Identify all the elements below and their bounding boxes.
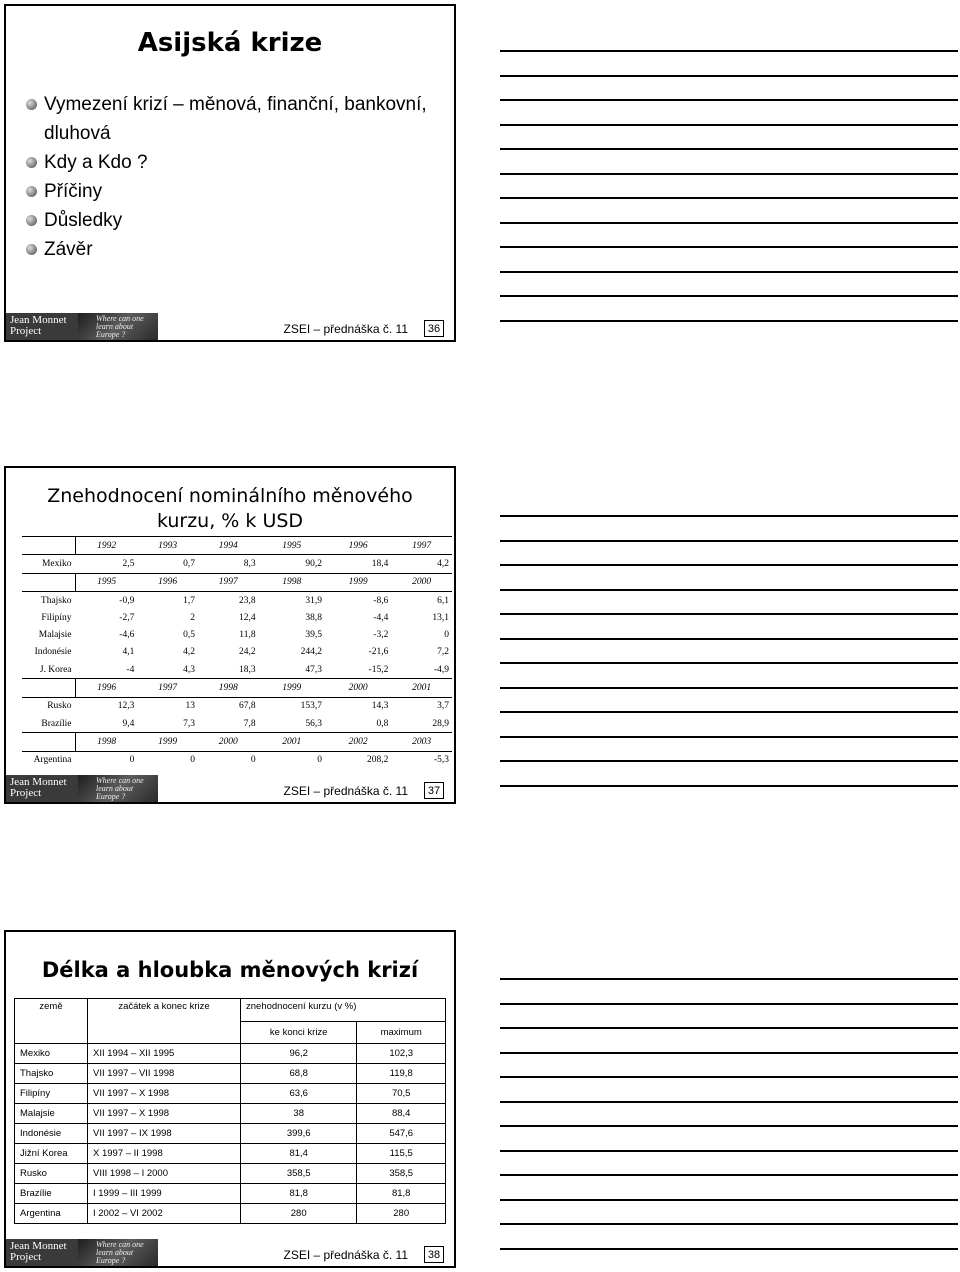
bullet-item: Závěr [26, 235, 446, 264]
year-cell: 1999 [158, 736, 178, 747]
maximum-cell: 547,6 [357, 1124, 446, 1144]
value-cell: -4,9 [433, 664, 449, 675]
note-line [500, 736, 958, 738]
value-cell: -4 [126, 664, 135, 675]
note-line [500, 124, 958, 126]
value-cell: 0 [317, 755, 322, 766]
maximum-cell: 81,8 [357, 1184, 446, 1204]
value-cell: 4,2 [183, 647, 195, 658]
value-cell: 0,8 [376, 718, 389, 729]
bullet-icon [26, 244, 37, 255]
bullet-icon [26, 215, 37, 226]
country-cell: Brazílie [15, 1184, 88, 1204]
year-cell: 1993 [158, 540, 178, 551]
country-cell: Rusko [47, 701, 72, 712]
value-cell: 18,3 [238, 664, 256, 675]
value-cell: -5,3 [433, 755, 449, 766]
bullet-item: Vymezení krizí – měnová, finanční, bankovní, dluhová [26, 90, 446, 148]
note-line [500, 1174, 958, 1176]
table-row [15, 1144, 446, 1164]
value-cell: 1,7 [183, 595, 195, 606]
table-row [22, 555, 452, 573]
value-cell: 24,2 [238, 647, 256, 658]
note-line [500, 197, 958, 199]
country-cell: Brazílie [41, 718, 72, 729]
note-line [500, 515, 958, 517]
value-cell: 31,9 [305, 595, 322, 606]
year-cell: 1998 [218, 683, 238, 694]
note-line [500, 1076, 958, 1078]
country-cell: Malajsie [38, 630, 72, 641]
footer-text: ZSEI – přednáška č. 11 [283, 784, 408, 798]
year-cell: 2002 [348, 736, 368, 747]
maximum-cell: 119,8 [357, 1064, 446, 1084]
country-cell: Filipíny [15, 1084, 88, 1104]
note-line [500, 173, 958, 175]
value-cell: 7,2 [437, 647, 449, 658]
bullet-icon [26, 157, 37, 168]
value-cell: -0,9 [119, 595, 135, 606]
country-cell: Thajsko [40, 595, 72, 606]
value-cell: 244,2 [300, 647, 322, 658]
value-cell: 13 [185, 701, 195, 712]
at-end-cell: 68,8 [241, 1064, 357, 1084]
value-cell: 0,5 [183, 630, 195, 641]
year-cell: 2000 [218, 736, 238, 747]
value-cell: 11,8 [239, 630, 256, 641]
note-line [500, 638, 958, 640]
period-cell: VII 1997 – VII 1998 [88, 1064, 241, 1084]
maximum-cell: 115,5 [357, 1144, 446, 1164]
note-line [500, 271, 958, 273]
period-cell: I 2002 – VI 2002 [88, 1204, 241, 1224]
year-header-row [22, 537, 452, 555]
period-cell: X 1997 – II 1998 [88, 1144, 241, 1164]
table-row [15, 1084, 446, 1104]
value-cell: 13,1 [432, 612, 449, 623]
value-cell: -3,2 [373, 630, 389, 641]
country-cell: Indonésie [15, 1124, 88, 1144]
table-row [15, 1164, 446, 1184]
footer-text: ZSEI – přednáška č. 11 [283, 1248, 408, 1262]
value-cell: 4,2 [437, 558, 449, 569]
country-cell: Mexiko [15, 1044, 88, 1064]
at-end-cell: 63,6 [241, 1084, 357, 1104]
header-at-end: ke konci krize [241, 1022, 357, 1044]
value-cell: 4,1 [122, 647, 135, 658]
table-row [22, 715, 452, 733]
year-header-row [22, 573, 452, 591]
table-row [15, 1184, 446, 1204]
year-cell: 1998 [282, 577, 302, 588]
header-period: začátek a konec krize [88, 999, 241, 1044]
note-line [500, 687, 958, 689]
maximum-cell: 88,4 [357, 1104, 446, 1124]
note-line [500, 99, 958, 101]
value-cell: 9,4 [122, 718, 135, 729]
table-row [22, 609, 452, 626]
note-line [500, 711, 958, 713]
maximum-cell: 102,3 [357, 1044, 446, 1064]
year-cell: 1996 [348, 540, 368, 551]
at-end-cell: 38 [241, 1104, 357, 1124]
note-line [500, 589, 958, 591]
slide-number: 38 [424, 1246, 444, 1263]
table-row [22, 697, 452, 715]
maximum-cell: 280 [357, 1204, 446, 1224]
bullet-item: Důsledky [26, 206, 446, 235]
year-cell: 2001 [412, 683, 432, 694]
value-cell: 8,3 [243, 558, 256, 569]
period-cell: VII 1997 – IX 1998 [88, 1124, 241, 1144]
note-line [500, 1248, 958, 1250]
note-line [500, 1003, 958, 1005]
note-line [500, 1223, 958, 1225]
value-cell: 38,8 [305, 612, 322, 623]
country-cell: Argentina [33, 755, 72, 766]
note-line [500, 320, 958, 322]
note-line [500, 50, 958, 52]
value-cell: 0 [190, 755, 195, 766]
year-header-row [22, 679, 452, 697]
country-cell: Jižní Korea [15, 1144, 88, 1164]
jean-monnet-logo: Jean Monnet Project Where can one learn about Europe ? [6, 313, 158, 340]
note-line [500, 785, 958, 787]
year-cell: 1999 [282, 683, 302, 694]
value-cell: 14,3 [371, 701, 389, 712]
note-line [500, 246, 958, 248]
value-cell: 67,8 [238, 701, 256, 712]
country-cell: J. Korea [39, 664, 72, 675]
note-line [500, 1101, 958, 1103]
slide-title: Znehodnocení nominálního měnového kurzu, % k USD [47, 485, 413, 532]
country-cell: Argentina [15, 1204, 88, 1224]
value-cell: 2 [190, 612, 195, 623]
value-cell: 3,7 [437, 701, 449, 712]
note-line [500, 295, 958, 297]
note-line [500, 1125, 958, 1127]
slide-number: 36 [424, 320, 444, 337]
year-cell: 2000 [348, 683, 368, 694]
value-cell: 2,5 [122, 558, 135, 569]
year-cell: 1992 [76, 537, 138, 555]
year-cell: 1999 [348, 577, 368, 588]
year-cell: 1996 [158, 577, 178, 588]
bullet-item: Příčiny [26, 177, 446, 206]
header-maximum: maximum [357, 1022, 446, 1044]
year-cell: 2000 [412, 577, 432, 588]
maximum-cell: 70,5 [357, 1084, 446, 1104]
at-end-cell: 358,5 [241, 1164, 357, 1184]
value-cell: 0 [444, 630, 449, 641]
value-cell: 208,2 [366, 755, 389, 766]
value-cell: 0,7 [183, 558, 195, 569]
value-cell: 12,3 [117, 701, 135, 712]
country-cell: Malajsie [15, 1104, 88, 1124]
value-cell: 0 [129, 755, 135, 766]
table-row [15, 1064, 446, 1084]
year-cell: 1997 [412, 540, 432, 551]
table-row [22, 751, 452, 769]
country-cell: Indonésie [34, 647, 72, 658]
year-cell: 1997 [158, 683, 178, 694]
bullet-list [26, 90, 446, 264]
note-line [500, 540, 958, 542]
bullet-item: Kdy a Kdo ? [26, 148, 446, 177]
note-line [500, 613, 958, 615]
value-cell: 6,1 [437, 595, 449, 606]
slide-36 [4, 4, 456, 342]
slide-title: Asijská krize [137, 28, 323, 58]
value-cell: 18,4 [371, 558, 389, 569]
value-cell: -4,4 [373, 612, 389, 623]
at-end-cell: 399,6 [241, 1124, 357, 1144]
year-header-row [22, 733, 452, 751]
year-cell: 1995 [76, 573, 138, 591]
note-line [500, 148, 958, 150]
value-cell: 7,8 [243, 718, 256, 729]
value-cell: 153,7 [300, 701, 322, 712]
note-line [500, 1150, 958, 1152]
period-cell: XII 1994 – XII 1995 [88, 1044, 241, 1064]
year-cell: 2001 [282, 736, 302, 747]
crisis-table [14, 998, 446, 1224]
table-row [15, 1204, 446, 1224]
country-cell: Filipíny [41, 612, 72, 623]
year-cell: 2003 [412, 736, 432, 747]
value-cell: 0 [250, 755, 256, 766]
table-row [22, 644, 452, 661]
period-cell: VII 1997 – X 1998 [88, 1104, 241, 1124]
note-line [500, 1027, 958, 1029]
note-line [500, 662, 958, 664]
slide-38 [4, 930, 456, 1268]
value-cell: 47,3 [305, 664, 322, 675]
value-cell: 23,8 [238, 595, 256, 606]
value-cell: -4,6 [119, 630, 135, 641]
bullet-icon [26, 186, 37, 197]
slide-title: Délka a hloubka měnových krizí [41, 958, 419, 982]
at-end-cell: 81,8 [241, 1184, 357, 1204]
note-line [500, 222, 958, 224]
country-cell: Mexiko [41, 558, 72, 569]
period-cell: VII 1997 – X 1998 [88, 1084, 241, 1104]
value-cell: 90,2 [305, 558, 322, 569]
at-end-cell: 96,2 [241, 1044, 357, 1064]
note-line [500, 760, 958, 762]
value-cell: -8,6 [373, 595, 389, 606]
value-cell: 4,3 [183, 664, 195, 675]
note-line [500, 75, 958, 77]
bullet-icon [26, 99, 37, 110]
value-cell: 56,3 [305, 718, 322, 729]
table-row [15, 1124, 446, 1144]
table-row [15, 1044, 446, 1064]
value-cell: -15,2 [368, 664, 389, 675]
country-cell: Rusko [15, 1164, 88, 1184]
note-line [500, 1052, 958, 1054]
table-row [22, 661, 452, 679]
at-end-cell: 81,4 [241, 1144, 357, 1164]
slide-37 [4, 466, 456, 804]
table-row [15, 1104, 446, 1124]
year-cell: 1994 [218, 540, 238, 551]
table-row [22, 591, 452, 609]
table-row [22, 626, 452, 643]
value-cell: 39,5 [305, 630, 322, 641]
year-cell: 1995 [282, 540, 302, 551]
note-line [500, 1199, 958, 1201]
value-cell: -21,6 [368, 647, 389, 658]
depreciation-table [22, 536, 452, 769]
period-cell: VIII 1998 – I 2000 [88, 1164, 241, 1184]
header-country: země [15, 999, 88, 1044]
value-cell: 7,3 [183, 718, 195, 729]
header-depreciation: znehodnocení kurzu (v %) [241, 999, 446, 1022]
value-cell: 12,4 [238, 612, 256, 623]
slide-number: 37 [424, 782, 444, 799]
year-cell: 1996 [76, 679, 138, 697]
year-cell: 1998 [76, 733, 138, 751]
note-line [500, 564, 958, 566]
at-end-cell: 280 [241, 1204, 357, 1224]
value-cell: 28,9 [432, 718, 449, 729]
period-cell: I 1999 – III 1999 [88, 1184, 241, 1204]
note-line [500, 978, 958, 980]
country-cell: Thajsko [15, 1064, 88, 1084]
jean-monnet-logo: Jean Monnet Project Where can one learn about Europe ? [6, 775, 158, 802]
jean-monnet-logo: Jean Monnet Project Where can one learn about Europe ? [6, 1239, 158, 1266]
maximum-cell: 358,5 [357, 1164, 446, 1184]
year-cell: 1997 [218, 577, 238, 588]
footer-text: ZSEI – přednáška č. 11 [283, 322, 408, 336]
value-cell: -2,7 [119, 612, 135, 623]
